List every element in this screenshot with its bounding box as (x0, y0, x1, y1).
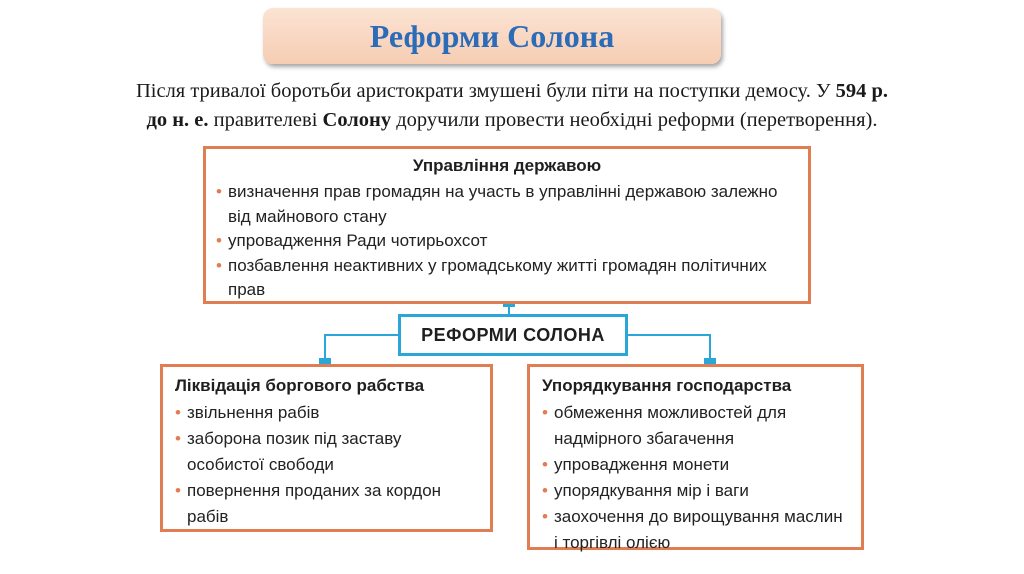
intro-era: до н. е. (146, 109, 209, 131)
central-node-label: РЕФОРМИ СОЛОНА (421, 324, 605, 345)
intro-text-1: Після тривалої боротьби аристократи змушені були піти на поступки демосу. У (135, 80, 836, 102)
list-item: • упровадження монети (542, 452, 849, 478)
intro-text-3: доручили провести необхідні реформи (перетворення). (391, 109, 878, 131)
box-heading: Ліквідація боргового рабства (175, 376, 425, 395)
box-economy (527, 364, 864, 550)
box-heading: Управління державою (412, 156, 602, 175)
intro-name: Солону (322, 109, 392, 131)
list-item: • заборона позик під заставу особистої свободи (175, 426, 478, 478)
item-list (542, 400, 849, 556)
connector-left (325, 335, 398, 364)
list-item: • упорядкування мір і ваги (542, 478, 849, 504)
title-banner (263, 8, 721, 64)
list-item: • упровадження Ради чотирьохсот (216, 229, 798, 254)
list-item: • визначення прав громадян на участь в управлінні державою залежно від майнового стану (216, 180, 798, 229)
intro-year: 594 р. (835, 80, 889, 102)
list-item: • повернення проданих за кордон рабів (175, 478, 478, 530)
item-list (175, 400, 478, 530)
page-title: Реформи Солона (369, 17, 615, 54)
intro-paragraph (30, 77, 994, 135)
item-list (216, 180, 798, 303)
list-item: • позбавлення неактивних у громадському житті громадян політичних прав (216, 254, 798, 303)
list-item: • заохочення до вирощування маслин і торгівлі олією (542, 504, 849, 556)
box-state-governance (203, 146, 811, 304)
box-debt-slavery (160, 364, 493, 532)
connector-right (628, 335, 710, 364)
box-heading: Упорядкування господарства (542, 376, 792, 395)
central-node (398, 314, 628, 356)
list-item: • обмеження можливостей для надмірного збагачення (542, 400, 849, 452)
intro-text-2: правителеві (208, 109, 323, 131)
list-item: • звільнення рабів (175, 400, 478, 426)
